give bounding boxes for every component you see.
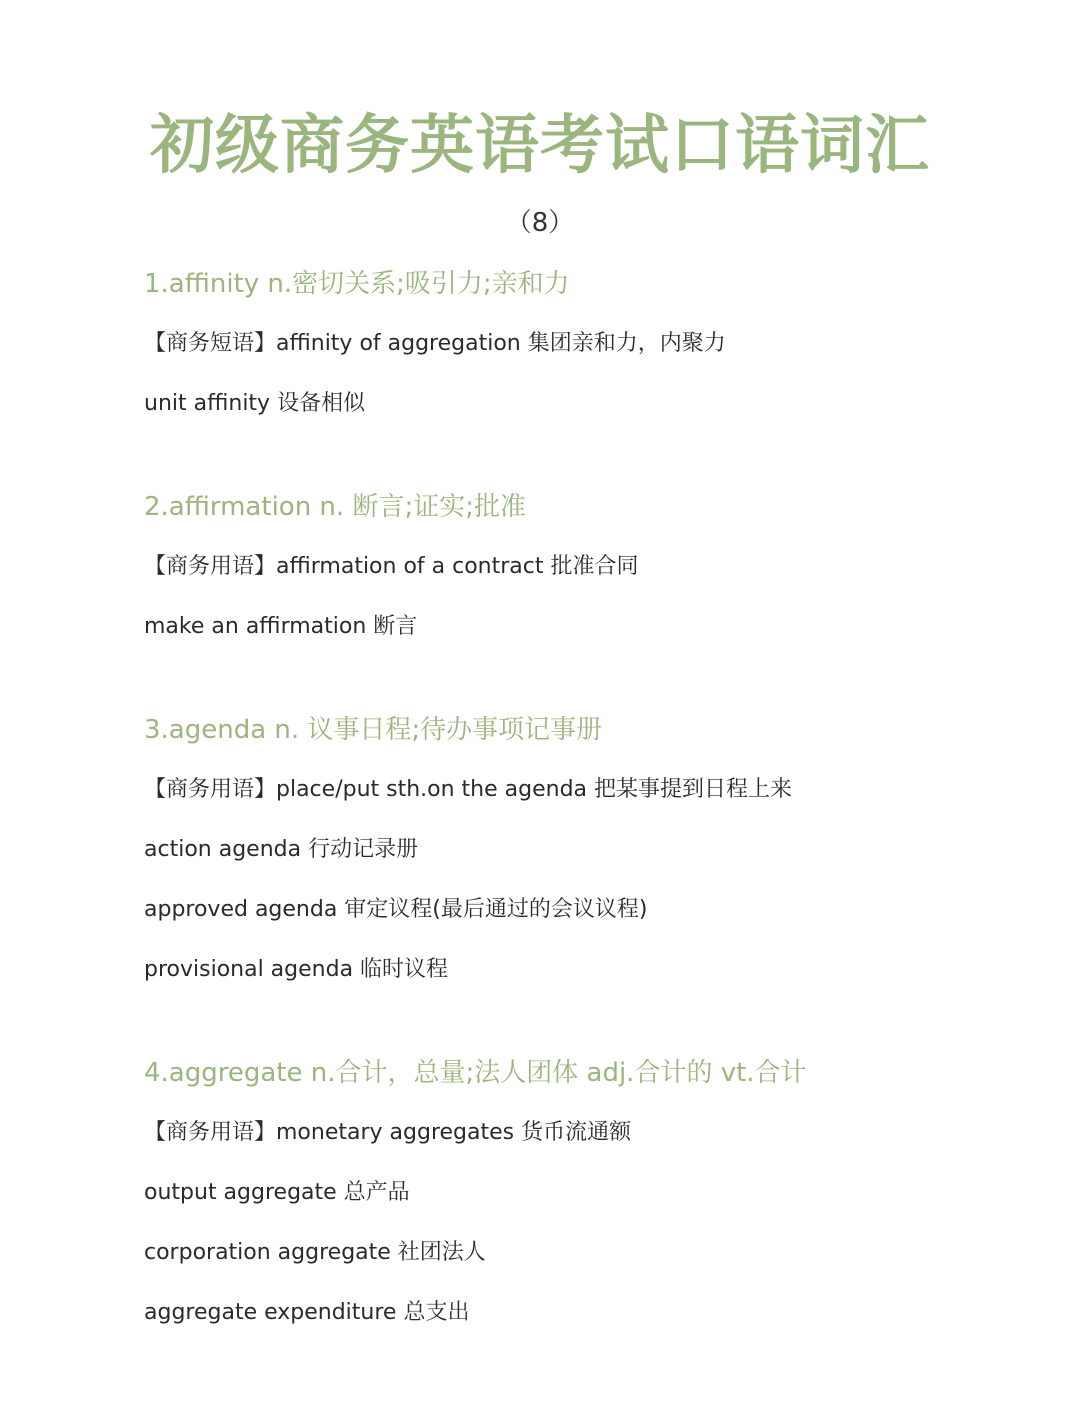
entry-phrase: 【商务短语】affinity of aggregation 集团亲和力，内聚力 [144,331,726,356]
entry-headword: 2.affirmation n. 断言;证实;批准 [144,492,526,522]
entry-phrase: aggregate expenditure 总支出 [144,1300,470,1325]
entry-headword: 1.affinity n.密切关系;吸引力;亲和力 [144,269,570,299]
entry-phrase: corporation aggregate 社团法人 [144,1240,486,1265]
entry-headword: 4.aggregate n.合计，总量;法人团体 adj.合计的 vt.合计 [144,1058,807,1088]
entry-phrase: provisional agenda 临时议程 [144,957,449,982]
entry-phrase: output aggregate 总产品 [144,1180,410,1205]
entry-headword: 3.agenda n. 议事日程;待办事项记事册 [144,715,603,745]
entry-phrase: approved agenda 审定议程(最后通过的会议议程) [144,897,648,922]
page-subtitle: （8） [505,208,575,238]
entry-phrase: 【商务用语】place/put sth.on the agenda 把某事提到日程上来 [144,777,793,802]
entry-phrase: make an affirmation 断言 [144,614,418,639]
entry-phrase: unit affinity 设备相似 [144,391,366,416]
vocabulary-entry-affinity [144,262,1044,426]
vocabulary-entry-aggregate [144,1051,1044,1335]
vocabulary-entry-agenda [144,708,1044,992]
entry-phrase: 【商务用语】monetary aggregates 货币流通额 [144,1120,632,1145]
page-title: 初级商务英语考试口语词汇 [150,109,930,183]
vocabulary-list [144,262,1044,1335]
vocabulary-entry-affirmation [144,485,1044,649]
entry-phrase: 【商务用语】affirmation of a contract 批准合同 [144,554,639,579]
entry-phrase: action agenda 行动记录册 [144,837,419,862]
